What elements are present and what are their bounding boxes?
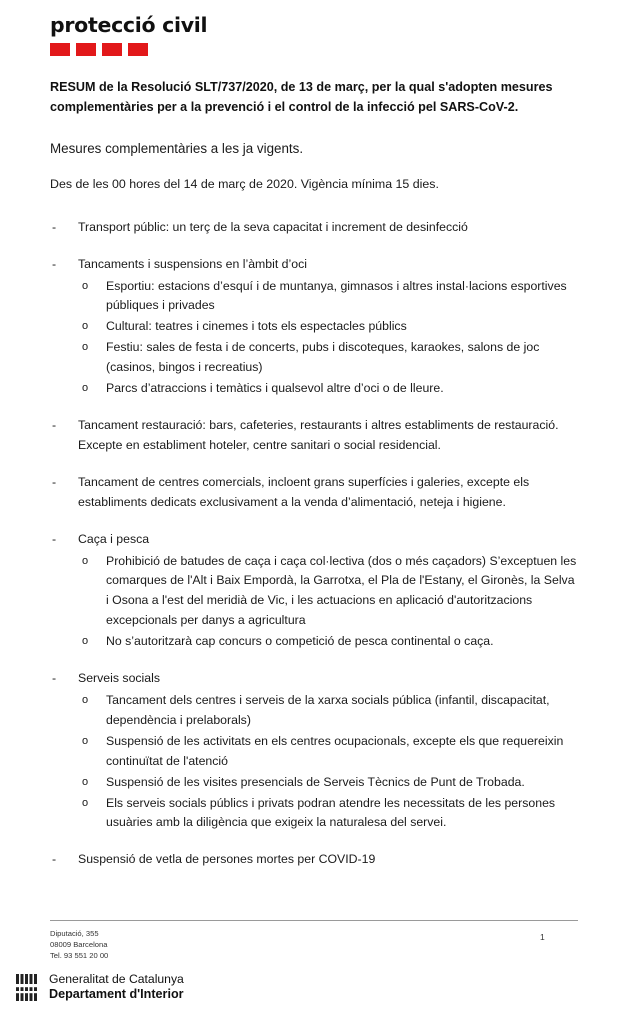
logo-dash — [76, 43, 96, 56]
sub-list-item: o Suspensió de les activitats en els centres ocupacionals, excepte els que requereixin continuïtat de l'atenció — [78, 732, 578, 772]
sub-list-item: o Esportiu: estacions d’esquí i de muntanya, gimnasos i altres instal·lacions esportives públiques i privades — [78, 277, 578, 317]
sub-list — [78, 691, 578, 833]
list-item — [50, 530, 578, 652]
list-item — [50, 255, 578, 399]
generalitat-logo — [16, 972, 184, 1002]
footer-address — [50, 928, 108, 961]
measures-list — [50, 218, 578, 870]
list-item-text: - Suspensió de vetla de persones mortes per COVID-19 — [78, 852, 376, 867]
list-item-text: - Serveis socials — [78, 671, 161, 686]
document-title: RESUM de la Resolució SLT/737/2020, de 13 de març, per la qual s'adopten mesures complementàries per a la prevenció i el control de la infecció pel SARS-CoV-2. — [50, 80, 553, 114]
sub-list-item: o No s’autoritzarà cap concurs o competició de pesca continental o caça. — [78, 632, 578, 652]
list-item-text: - Transport públic: un terç de la seva capacitat i increment de desinfecció — [78, 219, 468, 234]
list-item-text: - Tancament de centres comercials, incloent grans superfícies i galeries, excepte els establiments dedicats exclusivament a la venda d’alimentació, neteja i higiene. — [78, 474, 530, 509]
generalitat-mark-icon — [16, 974, 40, 1001]
list-item — [50, 416, 578, 456]
logo-title: protecció civil — [50, 13, 208, 37]
sub-list-item: o Festiu: sales de festa i de concerts, pubs i discoteques, karaokes, salons de joc (casinos, bingos i recreatius) — [78, 338, 578, 378]
list-item-text: - Caça i pesca — [78, 531, 150, 546]
address-line-1: Diputació, 355 — [50, 929, 99, 938]
document-content — [50, 78, 578, 887]
sub-list-item: o Cultural: teatres i cinemes i tots els espectacles públics — [78, 317, 578, 337]
list-item-text: - Tancaments i suspensions en l’àmbit d’oci — [78, 256, 307, 271]
lead-paragraph-2: Des de les 00 hores del 14 de març de 2020. Vigència mínima 15 dies. — [50, 177, 439, 192]
sub-list — [78, 552, 578, 653]
list-item — [50, 850, 578, 870]
footer-divider — [50, 920, 578, 921]
logo-dash — [50, 43, 70, 56]
lead-paragraph-1: Mesures complementàries a les ja vigents. — [50, 141, 304, 157]
logo-dashes — [50, 43, 310, 56]
list-item — [50, 473, 578, 513]
address-line-3: Tel. 93 551 20 00 — [50, 951, 109, 960]
sub-list-item: o Tancament dels centres i serveis de la xarxa socials pública (infantil, discapacitat, dependència i prelaborals) — [78, 691, 578, 731]
generalitat-line-1: Generalitat de Catalunya — [49, 972, 184, 986]
address-line-2: 08009 Barcelona — [50, 940, 108, 949]
sub-list — [78, 277, 578, 399]
list-item — [50, 218, 578, 238]
page-number: 1 — [540, 932, 545, 942]
sub-list-item: o Parcs d’atraccions i temàtics i qualsevol altre d’oci o de lleure. — [78, 379, 578, 399]
sub-list-item: o Suspensió de les visites presencials de Serveis Tècnics de Punt de Trobada. — [78, 773, 578, 793]
list-item — [50, 669, 578, 833]
logo-dash — [128, 43, 148, 56]
sub-list-item: o Prohibició de batudes de caça i caça col·lectiva (dos o més caçadors) S’exceptuen les comarques de l'Alt i Baix Empordà, la Garrotxa, el Pla de l'Estany, el Gironès, la Selva i Osona a l'est del meridià de Vic, i les actuacions en aplicació d'autoritzacions excepcionals per danys a agricultura — [78, 552, 578, 632]
list-item-text: - Tancament restauració: bars, cafeteries, restaurants i altres establiments de restauració. Excepte en establiment hoteler, centre sanitari o social residencial. — [78, 418, 559, 452]
sub-list-item: o Els serveis socials públics i privats podran atendre les necessitats de les persones usuàries amb la diligència que exigeix la naturalesa del servei. — [78, 794, 578, 834]
generalitat-line-2: Departament d'Interior — [49, 986, 184, 1001]
proteccio-civil-logo — [50, 14, 310, 56]
generalitat-text — [49, 972, 184, 1002]
logo-dash — [102, 43, 122, 56]
